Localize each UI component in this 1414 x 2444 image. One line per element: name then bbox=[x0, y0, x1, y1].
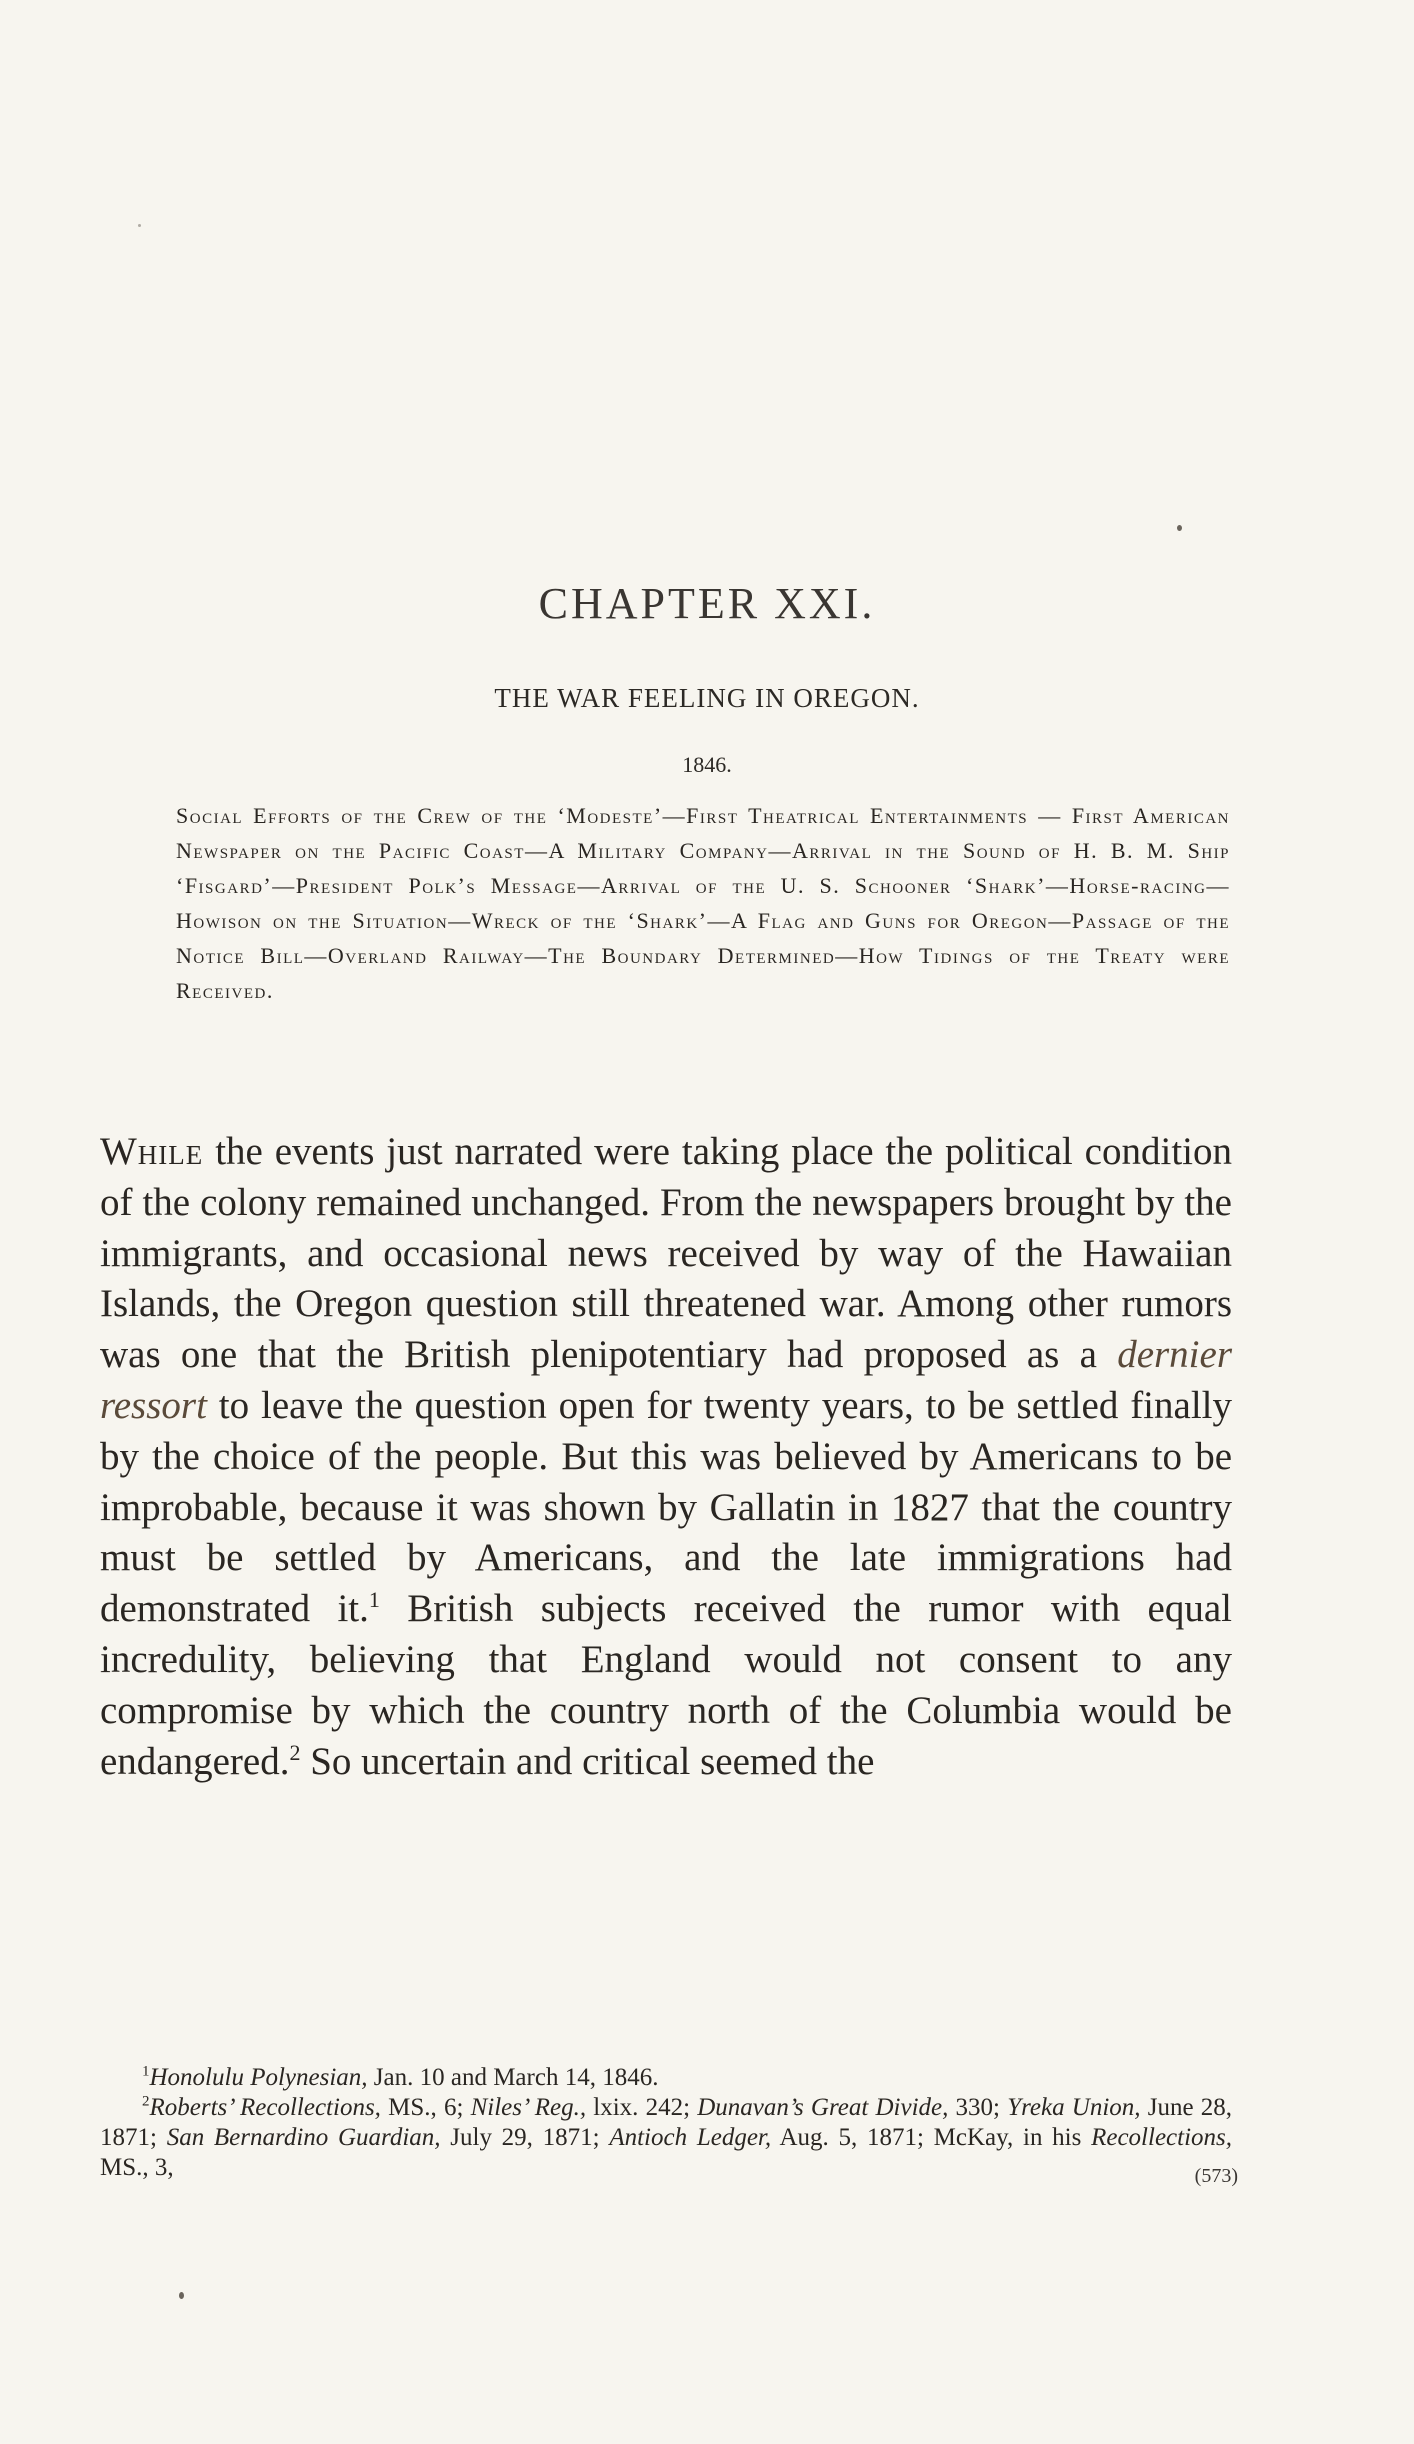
footnote-text: July 29, 1871; bbox=[440, 2124, 610, 2151]
footnote-source: Niles’ Reg., bbox=[470, 2094, 587, 2121]
body-text-part-3: British subjects received the rumor with equal incredulity, believing that England would not consent to any compromise by which the country north of the Columbia would be endangered. bbox=[100, 1587, 1233, 1783]
footnote-mark: 2 bbox=[142, 2093, 150, 2110]
footnote-1 bbox=[100, 2063, 1232, 2093]
footnote-2 bbox=[100, 2093, 1232, 2183]
chapter-year: 1846. bbox=[682, 752, 732, 777]
footnote-ref-2[interactable]: 2 bbox=[289, 1739, 301, 1765]
footnote-source: Antioch Ledger, bbox=[609, 2124, 772, 2151]
page-number: (573) bbox=[1194, 2165, 1238, 2187]
footnote-source: San Bernardino Guardian, bbox=[166, 2124, 441, 2151]
body-text-part-4: So uncertain and critical seemed the bbox=[300, 1739, 875, 1783]
footnote-source: Recollections, bbox=[1091, 2124, 1233, 2151]
footnote-ref-1[interactable]: 1 bbox=[368, 1587, 380, 1613]
chapter-synopsis: Social Efforts of the Crew of the ‘Modeste’—First Theatrical Entertainments — First American Newspaper on the Pacific Coast—A Military Company—Arrival in the Sound of H. B. M. Ship ‘Fisgard’—President Polk’s Message—Arrival of the U. S. Schooner ‘Shark’—Horse-racing—Howison on the Situation—Wreck of the ‘Shark’—A Flag and Guns for Oregon—Passage of the Notice Bill—Overland Railway—The Boundary Determined—How Tidings of the Treaty were Received. bbox=[176, 803, 1230, 1003]
body-paragraph bbox=[100, 1127, 1232, 1787]
footnote-mark: 1 bbox=[142, 2063, 150, 2080]
paper-speck bbox=[179, 2292, 184, 2299]
footnote-text: Jan. 10 and March 14, 1846. bbox=[367, 2064, 659, 2091]
footnote-text: MS., 6; bbox=[380, 2094, 471, 2121]
footnote-source: Roberts’ Recollections, bbox=[149, 2094, 381, 2121]
footnote-text: 330; bbox=[948, 2094, 1008, 2121]
footnote-source: Honolulu Polynesian, bbox=[149, 2064, 368, 2091]
paper-speck bbox=[138, 224, 141, 227]
lead-word: While bbox=[100, 1130, 204, 1173]
footnotes bbox=[100, 2063, 1232, 2183]
paper-speck bbox=[1177, 525, 1182, 531]
footnote-source: Dunavan’s Great Divide, bbox=[697, 2094, 949, 2121]
footnote-text: June 28, 1871; bbox=[100, 2094, 1232, 2151]
chapter-subtitle: THE WAR FEELING IN OREGON. bbox=[494, 683, 920, 713]
footnote-text: MS., 3, bbox=[100, 2154, 174, 2181]
italic-phrase: dernier ressort bbox=[100, 1333, 1232, 1427]
chapter-title: CHAPTER XXI. bbox=[538, 579, 876, 628]
body-text-part-1: the events just narrated were taking place the political condition of the colony remained unchanged. From the newspapers brought by the immigrants, and occasional news received by way of the Hawaiian Islands, the Oregon question still threatened war. Among other rumors was one that the British plenipotentiary had proposed as a bbox=[100, 1130, 1232, 1377]
footnote-text: lxix. 242; bbox=[586, 2094, 698, 2121]
footnote-text: Aug. 5, 1871; McKay, in his bbox=[771, 2124, 1092, 2151]
footnote-source: Yreka Union, bbox=[1007, 2094, 1141, 2121]
body-text-part-2: to leave the question open for twenty years, to be settled finally by the choice of the people. But this was believed by Americans to be improbable, because it was shown by Gallatin in 1827 that the country must be settled by Americans, and the late immigrations had demonstrated it. bbox=[100, 1383, 1232, 1631]
